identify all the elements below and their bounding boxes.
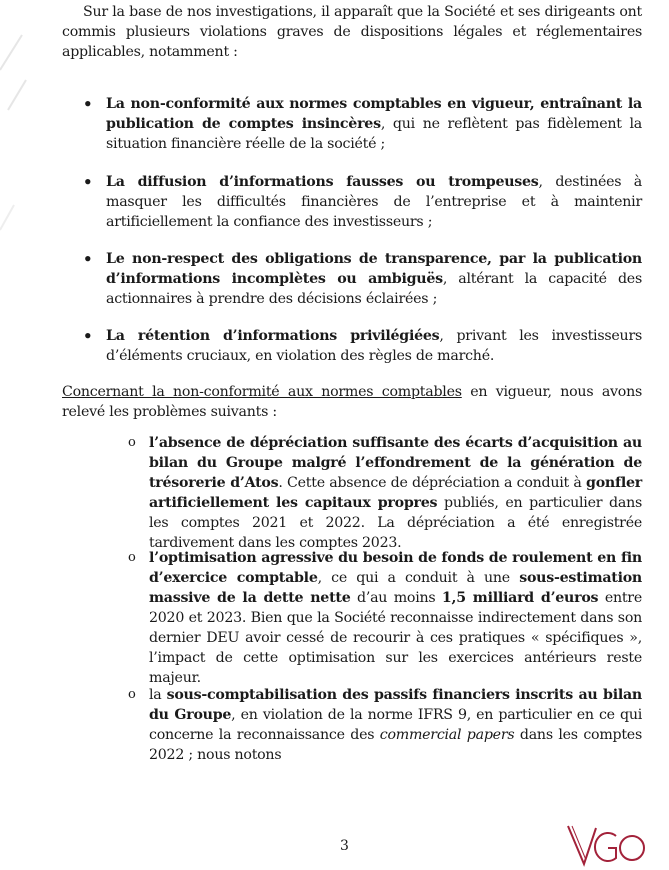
violation-item xyxy=(106,94,642,154)
intro-paragraph xyxy=(62,2,642,62)
problem-text: , en violation de la norme IFRS 9, en particulier en ce qui concerne la reconnaissance des xyxy=(149,707,642,743)
concerning-paragraph xyxy=(62,382,642,422)
violation-title: Le non-respect des obligations de transparence, par la publication d’informations incomplètes ou ambiguës xyxy=(106,251,642,287)
problem-text: la xyxy=(149,687,167,703)
problem-bold-text: sous-estimation massive de la dette nette xyxy=(149,570,642,606)
violation-description: , qui ne reflètent pas fidèlement la situation financière réelle de la société ; xyxy=(106,116,642,152)
problem-text: . Cette absence de dépréciation a conduit à xyxy=(278,475,587,491)
problem-text: publiés, en particulier dans les comptes 2021 et 2022. La dépréciation a été enregistrée tardivement dans les comptes 2023. xyxy=(149,495,642,551)
violation-item xyxy=(106,326,642,366)
bullet-marker: • xyxy=(83,327,93,345)
problem-bold-text: sous-comptabilisation des passifs financiers inscrits au bilan du Groupe xyxy=(149,687,642,723)
circle-bullet-marker: o xyxy=(128,550,136,565)
violation-item xyxy=(106,172,642,232)
intro-text: Sur la base de nos investigations, il apparaît que la Société et ses dirigeants ont commis plusieurs violations graves de dispositions légales et réglementaires applicables, notamment : xyxy=(62,4,642,60)
bullet-marker: • xyxy=(83,250,93,268)
circle-bullet-marker: o xyxy=(128,687,136,702)
concerning-text: en vigueur, nous avons relevé les problèmes suivants : xyxy=(62,384,643,420)
vgo-logo xyxy=(562,822,652,870)
problem-bold-text: 1,5 milliard d’euros xyxy=(441,590,599,606)
violation-title: La non-conformité aux normes comptables en vigueur, entraînant la publication de comptes insincères xyxy=(106,96,642,132)
problem-text: dans les comptes 2022 ; nous notons xyxy=(149,727,642,763)
problem-bold-text: l’optimisation agressive du besoin de fonds de roulement en fin d’exercice comptable xyxy=(149,550,642,586)
violation-title: La diffusion d’informations fausses ou trompeuses xyxy=(106,174,539,190)
bullet-marker: • xyxy=(83,95,93,113)
problem-bold-text: gonfler artificiellement les capitaux propres xyxy=(149,475,642,511)
violation-title: La rétention d’informations privilégiées xyxy=(106,328,440,344)
violation-description: , privant les investisseurs d’éléments cruciaux, en violation des règles de marché. xyxy=(106,328,643,364)
problem-text: d’au moins xyxy=(350,590,442,606)
violation-description: , altérant la capacité des actionnaires à prendre des décisions éclairées ; xyxy=(106,271,642,307)
problem-text: entre 2020 et 2023. Bien que la Société reconnaisse indirectement dans son dernier DEU avoir cessé de recourir à ces pratiques « spécifiques », l’impact de cette optimisation sur les exercices antérieurs reste majeur. xyxy=(149,590,642,686)
concerning-heading: Concernant la non-conformité aux normes comptables xyxy=(62,384,462,400)
violation-item xyxy=(106,249,642,309)
problem-item xyxy=(149,548,642,688)
problem-item xyxy=(149,433,642,553)
violation-description: , destinées à masquer les difficultés financières de l’entreprise et à maintenir artificiellement la confiance des investisseurs ; xyxy=(106,174,643,230)
problem-text: , ce qui a conduit à une xyxy=(317,570,520,586)
problem-bold-text: l’absence de dépréciation suffisante des écarts d’acquisition au bilan du Groupe malgré l’effondrement de la génération de trésorerie d’Atos xyxy=(149,435,642,491)
page-number: 3 xyxy=(340,838,349,854)
watermark-decoration xyxy=(0,0,40,240)
circle-bullet-marker: o xyxy=(128,435,136,450)
problem-item xyxy=(149,685,642,765)
problem-italic-text: commercial papers xyxy=(379,727,515,743)
bullet-marker: • xyxy=(83,173,93,191)
